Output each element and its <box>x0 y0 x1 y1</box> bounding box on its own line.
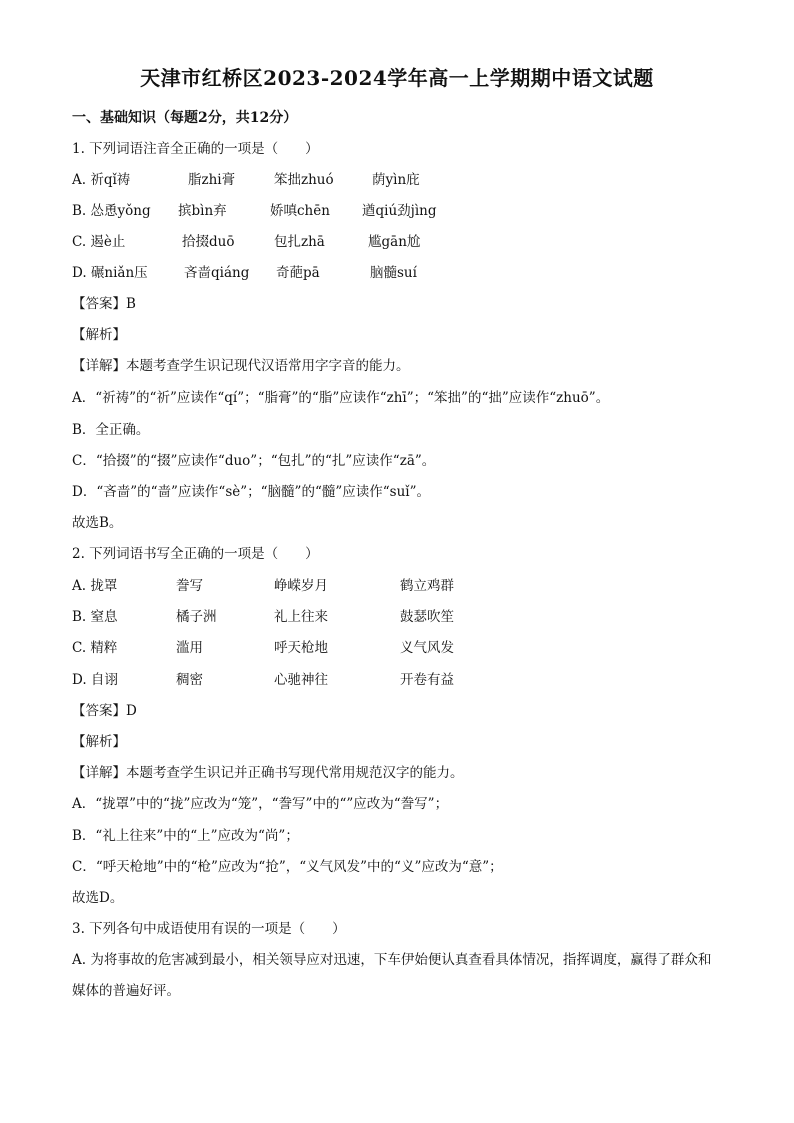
option-term: 鹤立鸡群 <box>400 578 454 594</box>
q1-explain-b: B．全正确。 <box>72 422 150 438</box>
option-term: 稠密 <box>176 672 203 688</box>
q2-detail: 【详解】本题考查学生识记并正确书写现代常用规范汉字的能力。 <box>72 765 464 781</box>
q2-analysis: 【解析】 <box>72 734 126 750</box>
option-term: C. 精粹 <box>72 640 118 656</box>
q2-explain-b: B．“礼上往来”中的“上”应改为“尚”； <box>72 828 299 844</box>
q1-analysis: 【解析】 <box>72 327 126 343</box>
option-term: D. 自诩 <box>72 672 118 688</box>
option-term: 鼓瑟吹笙 <box>400 609 454 625</box>
option-term: A. 拢罩 <box>72 578 118 594</box>
option-term: 呼天枪地 <box>274 640 328 656</box>
option-term: 荫yìn庇 <box>372 172 420 188</box>
q1-explain-c: C．“拾掇”的“掇”应读作“duo”；“包扎”的“扎”应读作“zā”。 <box>72 453 436 469</box>
option-term: 誊写 <box>176 578 203 594</box>
q1-detail: 【详解】本题考查学生识记现代汉语常用字字音的能力。 <box>72 358 410 374</box>
question-1-stem: 1. 下列词语注音全正确的一项是（ ） <box>72 141 319 157</box>
option-term: 尴gān尬 <box>368 234 421 250</box>
option-term: 吝啬qiáng <box>184 265 250 281</box>
option-term: 义气风发 <box>400 640 454 656</box>
option-term: B. 怂恿yǒng <box>72 203 151 219</box>
option-term: 脂zhi膏 <box>188 172 236 188</box>
page-title: 天津市红桥区2023-2024学年高一上学期期中语文试题 <box>140 66 654 90</box>
q2-answer: 【答案】D <box>72 703 137 719</box>
option-term: 橘子洲 <box>176 609 217 625</box>
option-term: 奇葩pā <box>276 265 320 281</box>
option-term: 笨拙zhuó <box>274 172 334 188</box>
option-term: 包扎zhā <box>274 234 325 250</box>
option-term: D. 碾niǎn压 <box>72 265 148 281</box>
option-term: 摈bìn弃 <box>178 203 227 219</box>
question-3-stem: 3. 下列各句中成语使用有误的一项是（ ） <box>72 921 346 937</box>
q1-explain-d: D．“吝啬”的“啬”应读作“sè”；“脑髓”的“髓”应读作“suǐ”。 <box>72 484 430 500</box>
option-term: 心驰神往 <box>274 672 328 688</box>
option-term: 遒qiú劲jìng <box>362 203 437 219</box>
section-heading: 一、基础知识（每题2分，共12分） <box>72 110 298 126</box>
option-term: 脑髓suí <box>370 265 417 281</box>
option-term: 滥用 <box>176 640 203 656</box>
option-term: 峥嵘岁月 <box>274 578 328 594</box>
option-term: A. 祈qǐ祷 <box>72 172 131 188</box>
option-term: B. 窒息 <box>72 609 118 625</box>
option-term: C. 遏è止 <box>72 234 126 250</box>
option-term: 礼上往来 <box>274 609 328 625</box>
question-2-stem: 2. 下列词语书写全正确的一项是（ ） <box>72 546 319 562</box>
option-term: 拾掇duō <box>182 234 235 250</box>
option-term: 娇嗔chēn <box>270 203 330 219</box>
q2-explain-c: C．“呼天枪地”中的“枪”应改为“抢”，“义气风发”中的“义”应改为“意”； <box>72 859 503 875</box>
q1-answer: 【答案】B <box>72 296 136 312</box>
q2-conclusion: 故选D。 <box>72 890 124 906</box>
q1-explain-a: A．“祈祷”的“祈”应读作“qí”；“脂膏”的“脂”应读作“zhī”；“笨拙”的“拙”应读作“zhuō”。 <box>72 390 610 406</box>
option-term: 开卷有益 <box>400 672 454 688</box>
q1-conclusion: 故选B。 <box>72 515 123 531</box>
q2-explain-a: A．“拢罩”中的“拢”应改为“笼”，“誊写”中的“”应改为“誊写”； <box>72 796 449 812</box>
q3-option-a: A. 为将事故的危害减到最小，相关领导应对迅速，下车伊始便认真查看具体情况，指挥调度，赢得了群众和媒体的普遍好评。 <box>72 952 712 999</box>
